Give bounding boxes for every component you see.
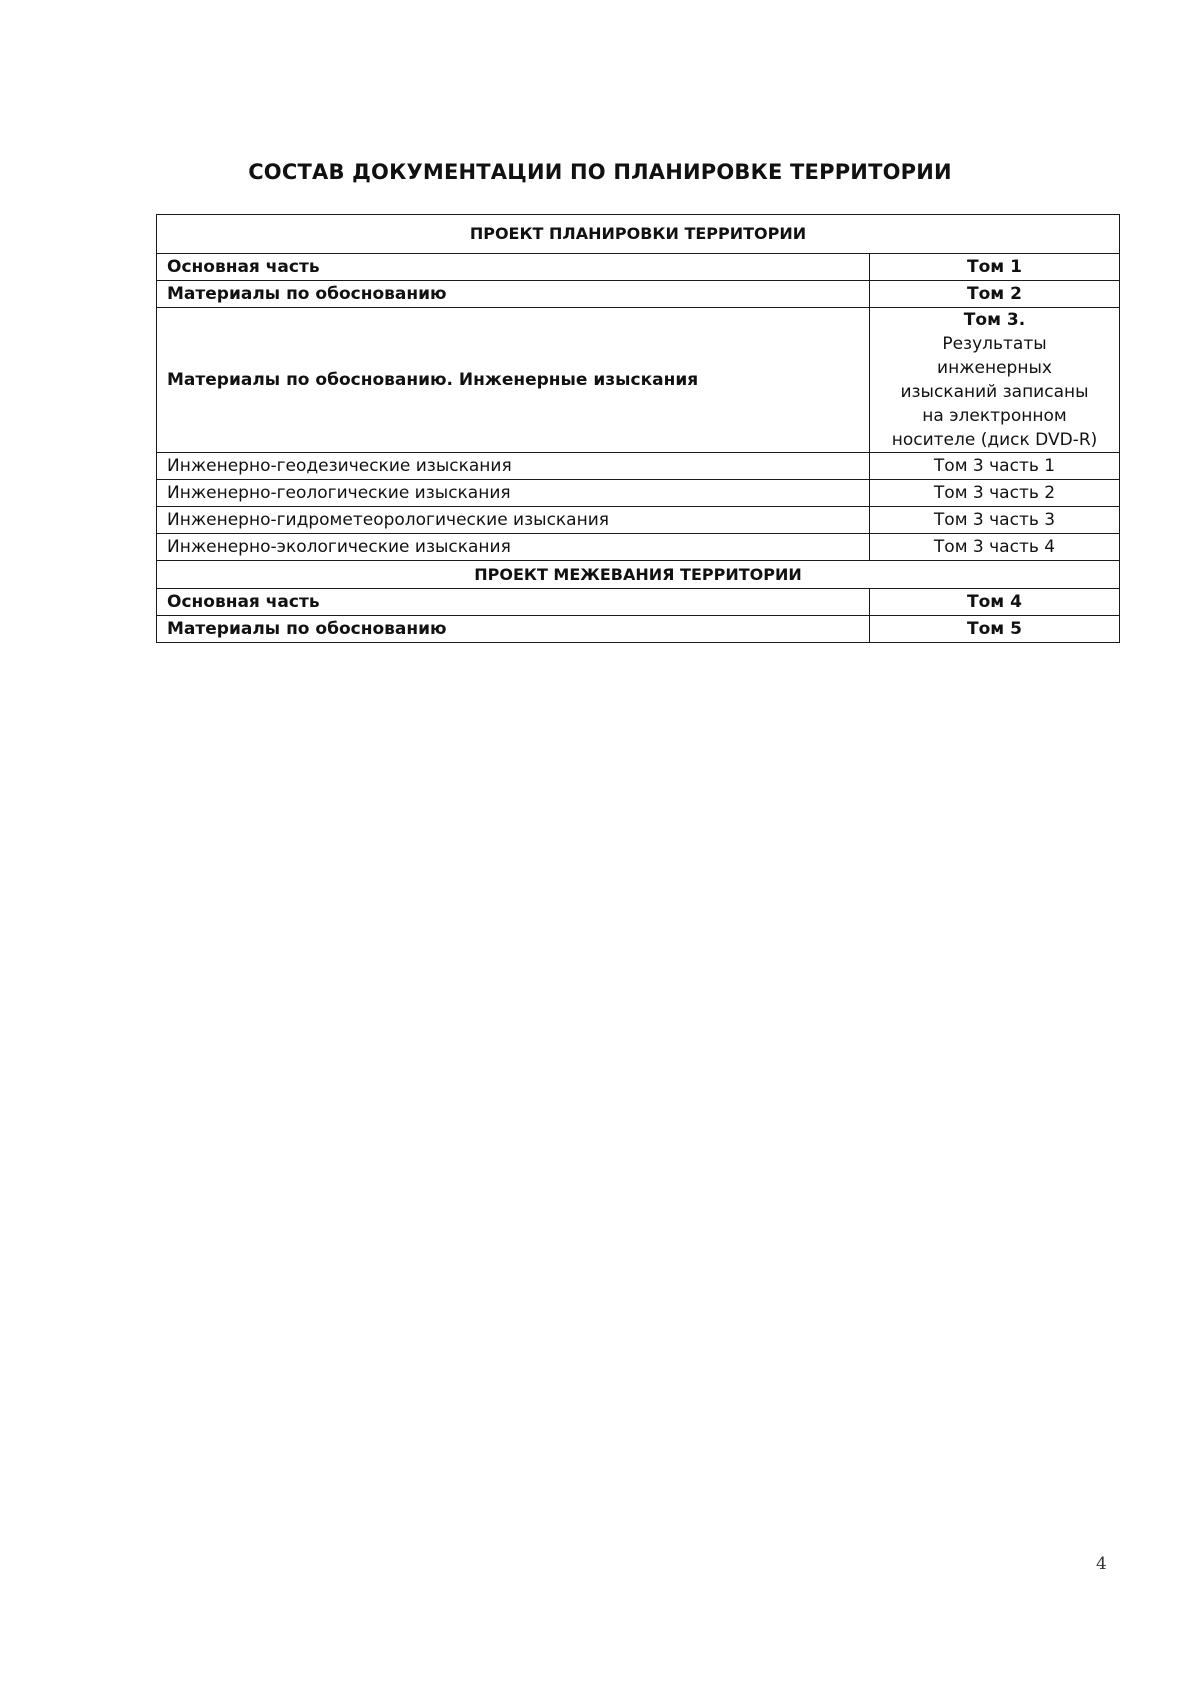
row-volume: Том 3 часть 4 bbox=[870, 534, 1120, 561]
volume-label: Том 3. bbox=[963, 310, 1026, 330]
table-row bbox=[157, 534, 1120, 561]
row-name: Материалы по обоснованию. Инженерные изыскания bbox=[157, 308, 870, 453]
row-volume: Том 1 bbox=[870, 254, 1120, 281]
volume-note-line: изысканий записаны bbox=[900, 382, 1089, 402]
table-row bbox=[157, 308, 1120, 453]
row-volume: Том 4 bbox=[870, 589, 1120, 616]
row-name: Материалы по обоснованию bbox=[157, 616, 870, 643]
row-name: Инженерно-геодезические изыскания bbox=[157, 453, 870, 480]
row-volume: Том 3 часть 2 bbox=[870, 480, 1120, 507]
row-volume: Том 5 bbox=[870, 616, 1120, 643]
table-row bbox=[157, 480, 1120, 507]
row-name: Инженерно-экологические изыскания bbox=[157, 534, 870, 561]
section-header-row bbox=[157, 561, 1120, 589]
volume-note-line: Результаты bbox=[942, 334, 1047, 354]
table-row bbox=[157, 589, 1120, 616]
row-name: Инженерно-геологические изыскания bbox=[157, 480, 870, 507]
table-row bbox=[157, 616, 1120, 643]
volume-note-line: инженерных bbox=[937, 358, 1052, 378]
table-row bbox=[157, 507, 1120, 534]
row-name: Инженерно-гидрометеорологические изыскания bbox=[157, 507, 870, 534]
section-header-surveying: ПРОЕКТ МЕЖЕВАНИЯ ТЕРРИТОРИИ bbox=[157, 561, 1120, 589]
row-volume-multiline bbox=[870, 308, 1120, 453]
table-row bbox=[157, 281, 1120, 308]
page-number: 4 bbox=[1096, 1554, 1107, 1574]
table-row bbox=[157, 254, 1120, 281]
page-title: СОСТАВ ДОКУМЕНТАЦИИ ПО ПЛАНИРОВКЕ ТЕРРИТОРИИ bbox=[248, 160, 952, 184]
section-header-planning: ПРОЕКТ ПЛАНИРОВКИ ТЕРРИТОРИИ bbox=[157, 215, 1120, 254]
table-row bbox=[157, 453, 1120, 480]
row-name: Основная часть bbox=[157, 254, 870, 281]
row-volume: Том 3 часть 1 bbox=[870, 453, 1120, 480]
row-volume: Том 3 часть 3 bbox=[870, 507, 1120, 534]
row-name: Основная часть bbox=[157, 589, 870, 616]
documentation-table bbox=[156, 214, 1120, 643]
section-header-row bbox=[157, 215, 1120, 254]
volume-note-line: носителе (диск DVD-R) bbox=[891, 430, 1098, 450]
row-volume: Том 2 bbox=[870, 281, 1120, 308]
volume-note-line: на электронном bbox=[922, 406, 1067, 426]
row-name: Материалы по обоснованию bbox=[157, 281, 870, 308]
